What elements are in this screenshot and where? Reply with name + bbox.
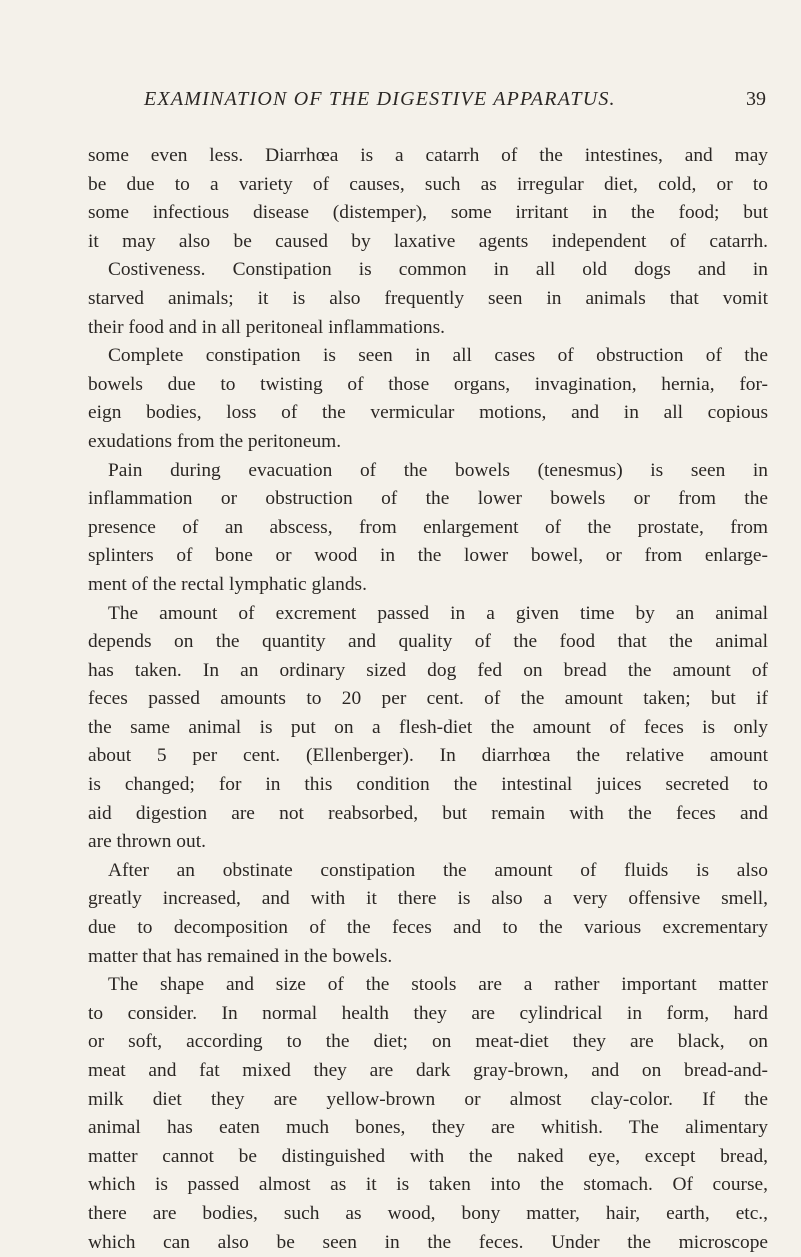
text-line: Complete constipation is seen in all cases of obstruction of the <box>108 345 768 367</box>
text-line: The shape and size of the stools are a rather important matter <box>108 974 768 996</box>
text-line: splinters of bone or wood in the lower bowel, or from enlarge- <box>88 545 768 567</box>
text-line: their food and in all peritoneal inflammations. <box>88 316 446 338</box>
text-line: eign bodies, loss of the vermicular motions, and in all copious <box>88 402 768 424</box>
text-line: ment of the rectal lymphatic glands. <box>88 573 367 595</box>
text-line: has taken. In an ordinary sized dog fed on bread the amount of <box>88 659 768 681</box>
text-line: feces passed amounts to 20 per cent. of the amount taken; but if <box>88 688 768 710</box>
text-line: milk diet they are yellow-brown or almost clay-color. If the <box>88 1088 768 1110</box>
text-line: which is passed almost as it is taken into the stomach. Of course, <box>88 1174 768 1196</box>
page-number: 39 <box>746 88 766 110</box>
text-line: bowels due to twisting of those organs, invagination, hernia, for- <box>88 373 768 395</box>
text-line: animal has eaten much bones, they are whitish. The alimentary <box>88 1117 768 1139</box>
text-line: some even less. Diarrhœa is a catarrh of the intestines, and may <box>88 145 768 166</box>
text-line: The amount of excrement passed in a given time by an animal <box>108 602 768 624</box>
text-line: inflammation or obstruction of the lower bowels or from the <box>88 488 768 510</box>
text-line: meat and fat mixed they are dark gray-brown, and on bread-and- <box>88 1060 768 1081</box>
text-line: to consider. In normal health they are cylindrical in form, hard <box>88 1002 768 1024</box>
text-line: Costiveness. Constipation is common in all old dogs and in <box>108 259 768 281</box>
text-line: it may also be caused by laxative agents independent of catarrh. <box>88 230 768 252</box>
running-head <box>88 88 780 116</box>
text-line: matter that has remained in the bowels. <box>88 945 393 967</box>
text-line: greatly increased, and with it there is also a very offensive smell, <box>88 888 768 910</box>
text-line: about 5 per cent. (Ellenberger). In diarrhœa the relative amount <box>88 745 768 767</box>
text-line: Pain during evacuation of the bowels (tenesmus) is seen in <box>108 459 768 481</box>
text-line: be due to a variety of causes, such as irregular diet, cold, or to <box>88 173 768 195</box>
running-title: EXAMINATION OF THE DIGESTIVE APPARATUS. <box>144 88 616 110</box>
text-line: exudations from the peritoneum. <box>88 430 342 452</box>
text-line: depends on the quantity and quality of the food that the animal <box>88 631 768 653</box>
text-line: or soft, according to the diet; on meat-diet they are black, on <box>88 1031 768 1053</box>
text-line: matter cannot be distinguished with the naked eye, except bread, <box>88 1145 768 1167</box>
text-line: aid digestion are not reabsorbed, but remain with the feces and <box>88 802 768 824</box>
text-line: are thrown out. <box>88 831 206 853</box>
text-line: starved animals; it is also frequently seen in animals that vomit <box>88 287 768 309</box>
text-line: due to decomposition of the feces and to the various excrementary <box>88 917 768 939</box>
text-line: which can also be seen in the feces. Under the microscope <box>88 1231 768 1253</box>
text-line: the same animal is put on a flesh-diet the amount of feces is only <box>88 716 768 738</box>
body-text <box>88 142 768 1257</box>
text-line: is changed; for in this condition the intestinal juices secreted to <box>88 774 768 796</box>
text-line: After an obstinate constipation the amount of fluids is also <box>108 859 768 881</box>
text-line: presence of an abscess, from enlargement of the prostate, from <box>88 516 768 538</box>
text-line: some infectious disease (distemper), some irritant in the food; but <box>88 202 768 224</box>
text-line: there are bodies, such as wood, bony matter, hair, earth, etc., <box>88 1202 768 1224</box>
